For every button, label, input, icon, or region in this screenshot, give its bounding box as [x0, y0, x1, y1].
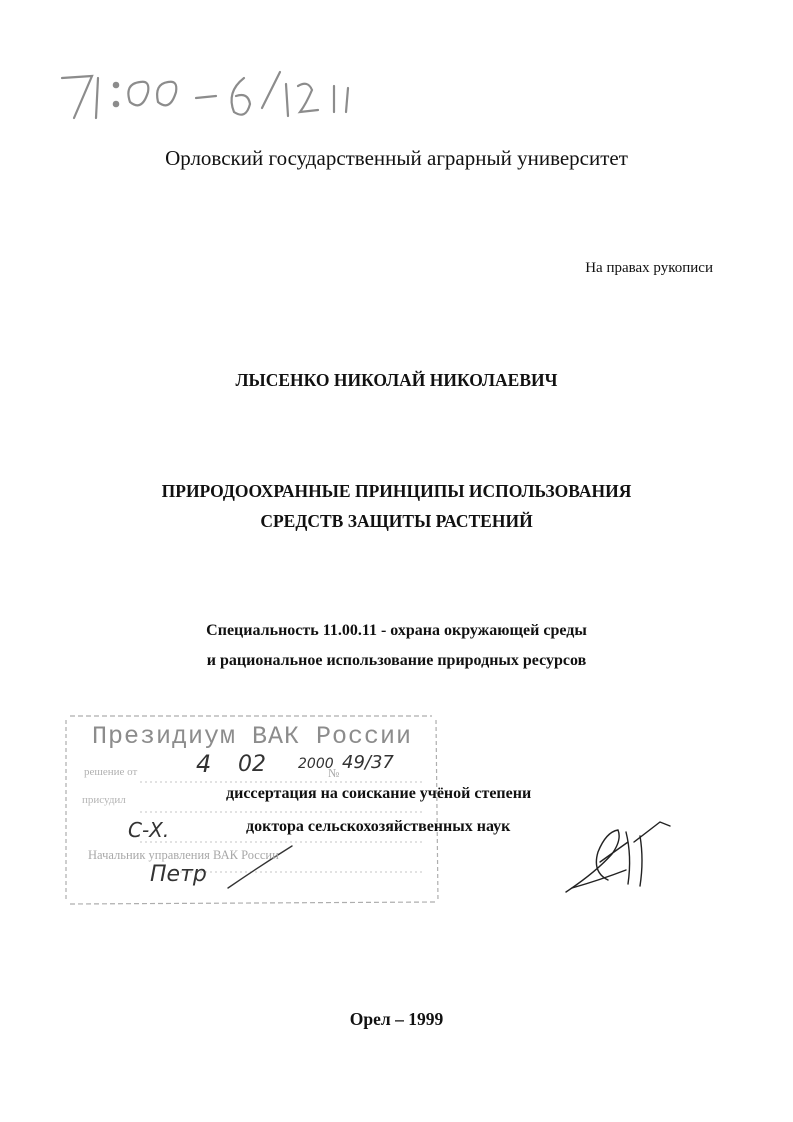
specialty-line-2: и рациональное использование природных ресурсов — [206, 652, 587, 669]
vak-stamp-decision-label: решение от — [84, 766, 138, 778]
university-name: Орловский государственный аграрный университет — [165, 146, 628, 170]
degree-line-2: доктора сельскохозяйственных наук — [246, 818, 511, 835]
author-name: ЛЫСЕНКО НИКОЛАЙ НИКОЛАЕВИЧ — [235, 370, 558, 390]
city-year: Орел – 1999 — [349, 1009, 444, 1029]
stamp-number: 49/37 — [342, 752, 394, 773]
stamp-head-label: Начальник управления ВАК России — [88, 848, 279, 862]
stamp-number-prefix: № — [328, 766, 340, 780]
signature-right — [566, 822, 670, 892]
archive-mark — [62, 70, 303, 121]
rights-notice: На правах рукописи — [585, 260, 713, 276]
stamp-handwritten-signature: Петр — [150, 862, 207, 887]
dissertation-title-line-2: СРЕДСТВ ЗАЩИТЫ РАСТЕНИЙ — [260, 511, 533, 531]
stamp-date-year: 2000 — [298, 756, 334, 772]
specialty-line-1: Специальность 11.00.11 - охрана окружающей среды — [206, 622, 587, 639]
stamp-date-month: 02 — [238, 752, 266, 777]
stamp-handwritten-degree: С-Х. — [128, 818, 170, 842]
dissertation-title-line-1: ПРИРОДООХРАННЫЕ ПРИНЦИПЫ ИСПОЛЬЗОВАНИЯ — [161, 481, 632, 501]
stamp-awarded-label: присудил — [82, 794, 126, 806]
degree-line-1: диссертация на соискание учёной степени — [226, 785, 532, 802]
vak-stamp-title: Президиум ВАК России — [92, 722, 413, 751]
stamp-date-day: 4 — [196, 750, 212, 778]
